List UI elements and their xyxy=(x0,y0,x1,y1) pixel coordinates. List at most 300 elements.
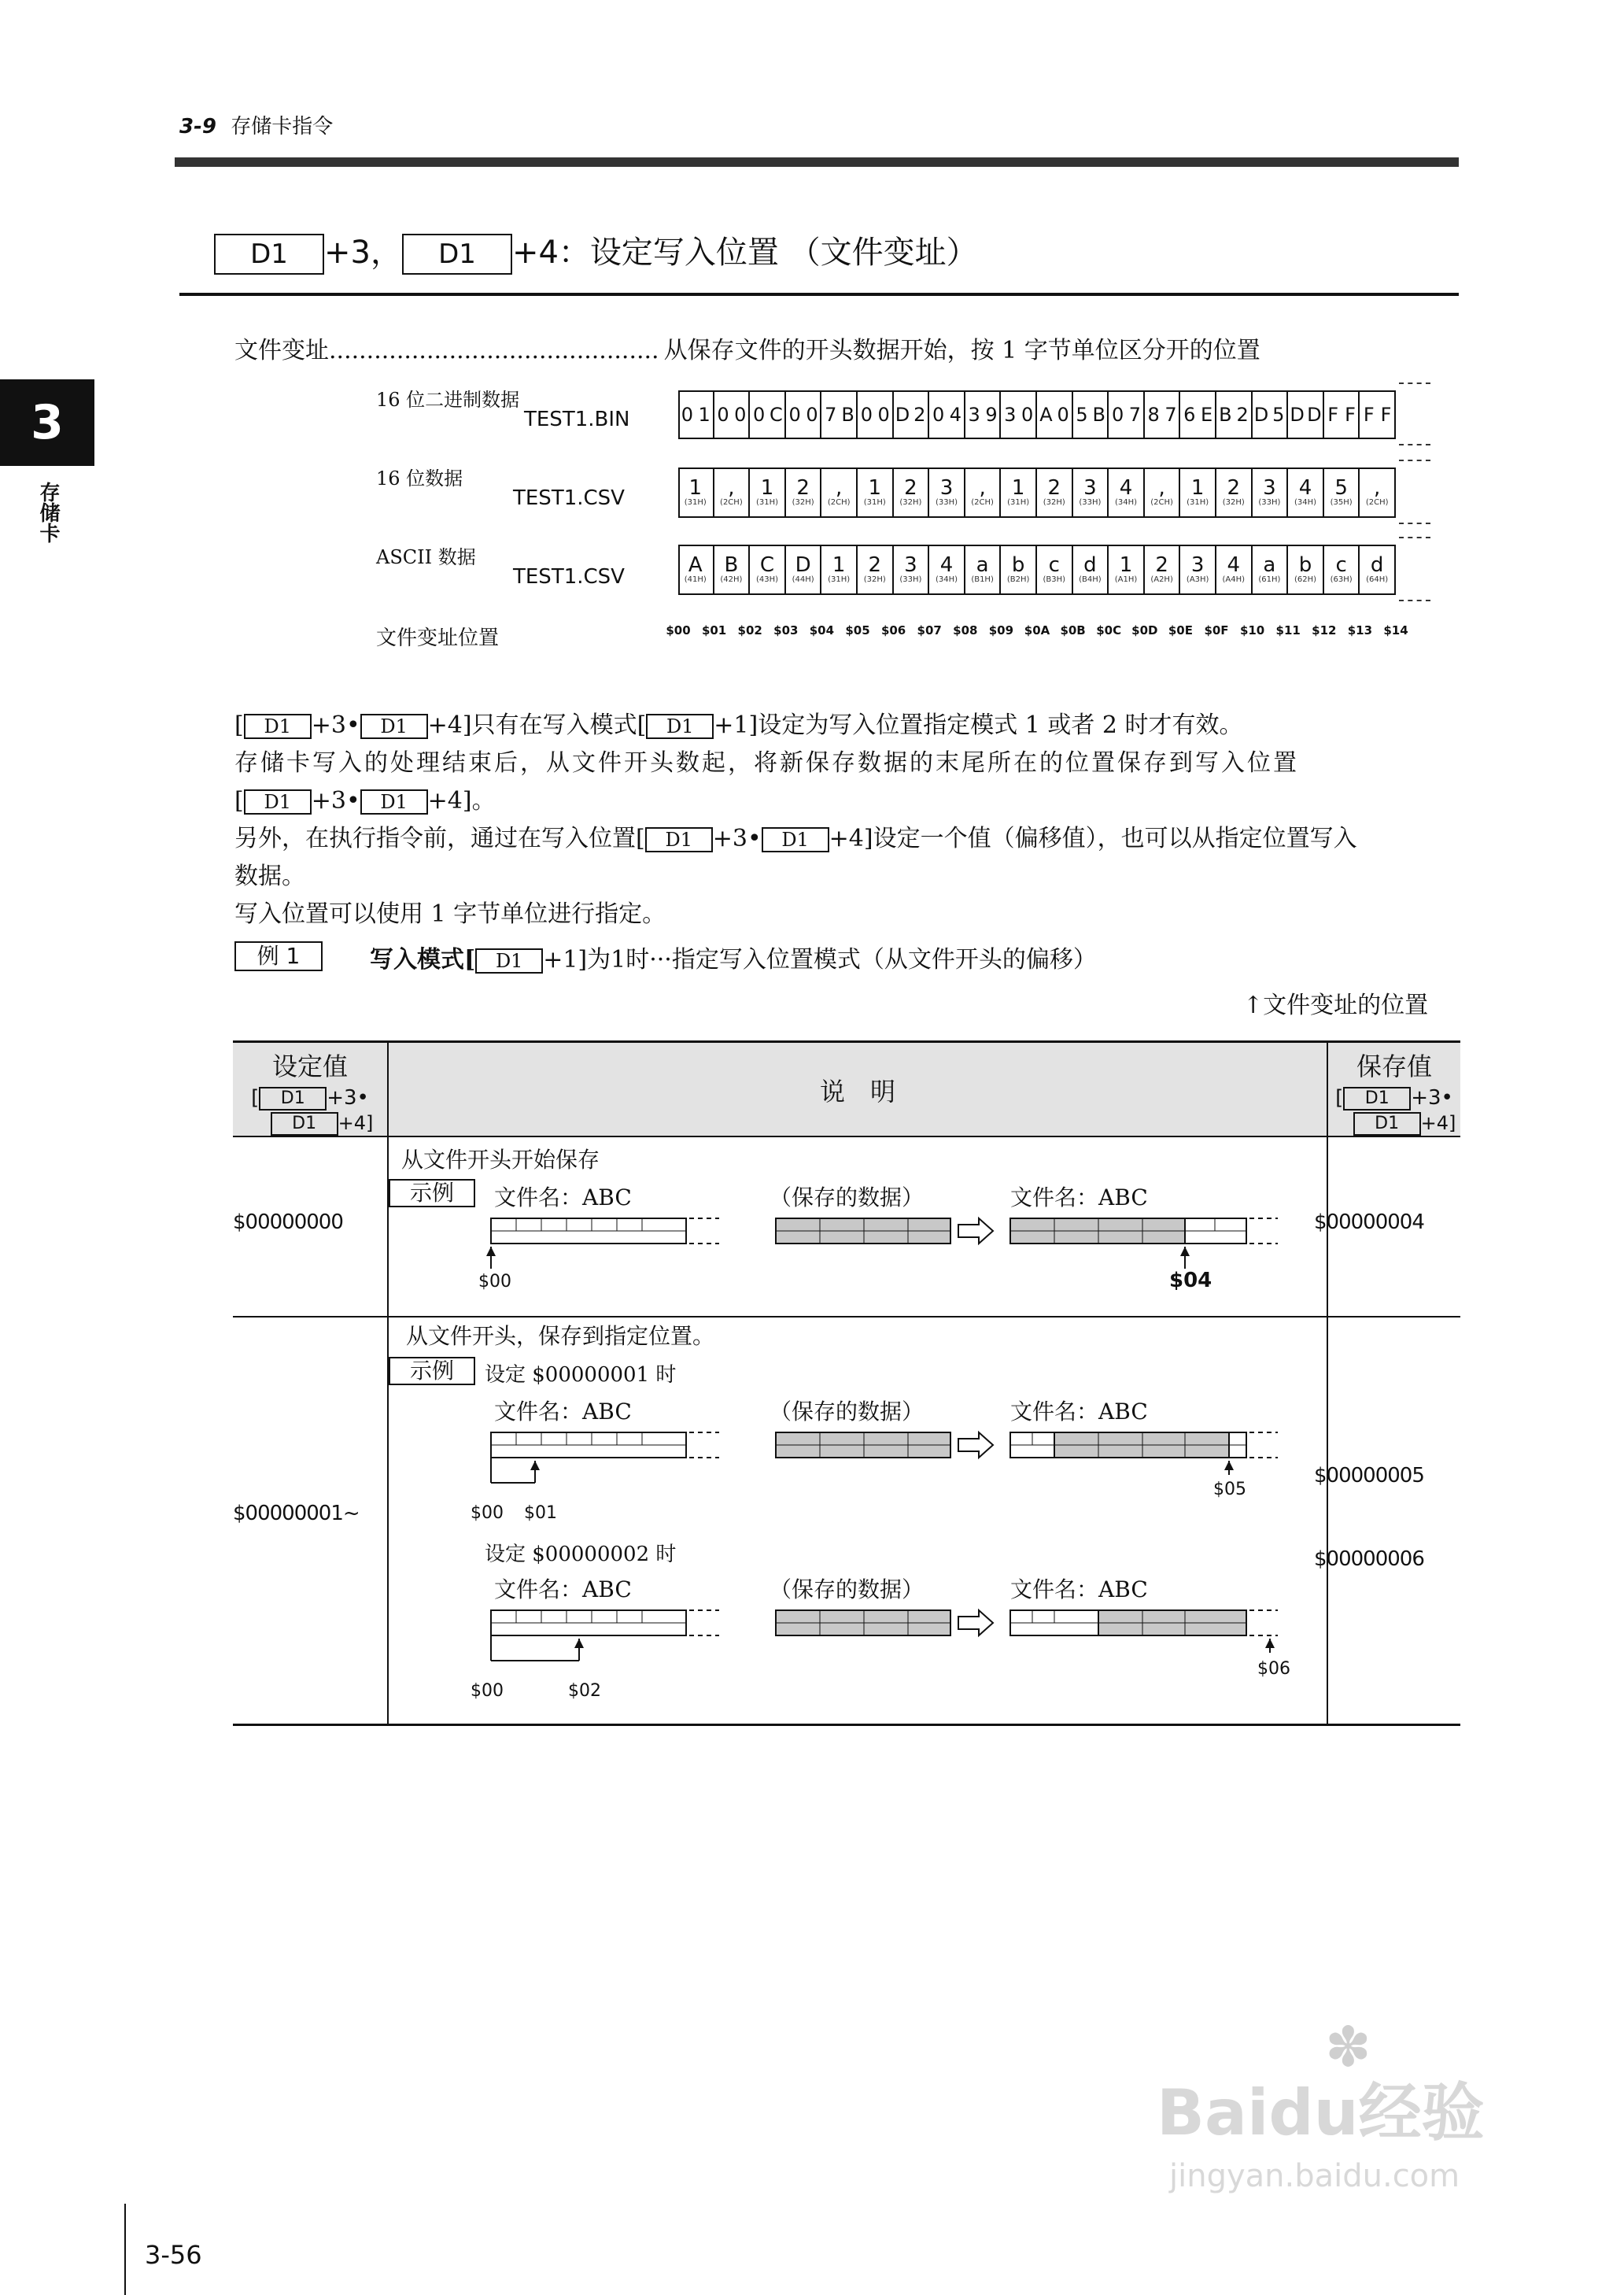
chapter-number: 3 xyxy=(31,395,64,450)
cell-char: 3 xyxy=(939,476,954,500)
data-cell xyxy=(1073,468,1109,518)
row2-addr-02: $02 xyxy=(568,1681,601,1701)
cell-code: (A4H) xyxy=(1222,575,1246,584)
address-tick: $09 xyxy=(988,623,1014,638)
saved-data-bar xyxy=(776,1610,950,1635)
example-badge xyxy=(389,1357,475,1385)
row2-set2: 设定 $00000002 时 xyxy=(485,1543,677,1566)
cell-char: a xyxy=(1263,553,1276,577)
continuation-dash xyxy=(1399,460,1430,461)
paragraph-2: 存储卡写入的处理结束后，从文件开头数起，将新保存数据的末尾所在的位置保存到写入位置 xyxy=(234,749,1299,777)
p4-part: +3• xyxy=(712,825,762,852)
data-cell: 3 xyxy=(968,404,980,426)
cell-char: b xyxy=(1011,553,1025,577)
data-cell xyxy=(1001,545,1037,595)
address-tick: $11 xyxy=(1275,623,1301,638)
data-cell: D xyxy=(1306,390,1324,439)
data-cell xyxy=(1288,545,1324,595)
header-rule xyxy=(175,157,1459,167)
cell-code: (2CH) xyxy=(971,498,994,507)
address-tick: $14 xyxy=(1383,623,1408,638)
cell-char: 5 xyxy=(1334,476,1348,500)
row2-addr-end-1: $05 xyxy=(1213,1480,1246,1499)
intro-leader: ............................................ xyxy=(329,337,659,364)
heading-plus3: +3， xyxy=(324,235,402,271)
data-cell xyxy=(1253,468,1289,518)
data-cell xyxy=(1216,468,1253,518)
data-cell xyxy=(1288,468,1324,518)
col3-head-text: 保存值 xyxy=(1356,1051,1432,1081)
data-cell xyxy=(821,468,858,518)
d1-text: D1 xyxy=(292,1113,317,1133)
data-cell: 0 xyxy=(860,404,873,426)
cell-code: (B4H) xyxy=(1079,575,1102,584)
cell-code: (32H) xyxy=(1222,498,1245,507)
right-arrow-icon xyxy=(958,1610,993,1635)
address-ticks xyxy=(666,623,1408,642)
data-cell: A xyxy=(1039,404,1053,426)
p4-part: +4]设定一个值（偏移值），也可以从指定位置写入 xyxy=(829,825,1357,852)
cell-char: 4 xyxy=(1119,476,1133,500)
page-number: 3-56 xyxy=(145,2240,202,2270)
table-header-rule xyxy=(233,1136,1460,1137)
address-tick: $05 xyxy=(845,623,870,638)
data-cell xyxy=(858,545,894,595)
cell-code: (63H) xyxy=(1330,575,1353,584)
cell-code: (64H) xyxy=(1366,575,1389,584)
d1-text: D1 xyxy=(380,791,408,813)
data-cell xyxy=(965,545,1002,595)
data-cell xyxy=(1145,468,1181,518)
cell-char: C xyxy=(759,553,775,577)
data-cell xyxy=(821,545,858,595)
cell-char: , xyxy=(836,476,843,500)
example-badge-text: 示例 xyxy=(409,1358,454,1384)
paw-icon: ✽ xyxy=(1325,2015,1371,2079)
arrow-up-icon xyxy=(486,1247,496,1269)
data-cell xyxy=(1324,545,1360,595)
data-cell xyxy=(1109,545,1145,595)
hex-data-grid xyxy=(678,468,1396,518)
cell-char: A xyxy=(688,553,703,577)
data-cell: 0 xyxy=(876,390,894,439)
row1-addr-start: $00 xyxy=(478,1272,511,1292)
cell-char: 2 xyxy=(1227,476,1241,500)
col-head-desc: 说 明 xyxy=(819,1077,895,1107)
data-cell: B xyxy=(1091,390,1109,439)
data-cell: F xyxy=(1363,404,1375,426)
data-cell xyxy=(858,468,894,518)
offset-bracket xyxy=(491,1458,540,1483)
example-badge-text: 示例 xyxy=(409,1180,454,1206)
cell-code: (31H) xyxy=(684,498,707,507)
data-cell: 5 xyxy=(1270,390,1288,439)
col1-head-sub2 xyxy=(233,1112,387,1136)
section-title: 存储卡指令 xyxy=(231,115,334,139)
data-cell: 0 xyxy=(788,404,801,426)
p1-part: [ xyxy=(234,711,244,739)
ascii-label: ASCII 数据 xyxy=(376,546,476,568)
saved-data-bar xyxy=(776,1432,950,1458)
d1-text: D1 xyxy=(1375,1113,1400,1133)
row2-file-right-1: 文件名：ABC xyxy=(1010,1399,1148,1425)
table-bottom-rule xyxy=(233,1724,1460,1726)
row1-diagram xyxy=(389,1212,1325,1306)
cell-char: 1 xyxy=(832,553,846,577)
row2-addr-01: $01 xyxy=(524,1503,557,1523)
data-cell: 0 xyxy=(752,404,766,426)
address-tick: $02 xyxy=(737,623,762,638)
example-tag xyxy=(234,941,323,971)
d1-text: D1 xyxy=(438,238,476,270)
cell-char: 1 xyxy=(688,476,703,500)
address-tick: $04 xyxy=(809,623,835,638)
example-title-part: 写入模式[ xyxy=(370,946,476,974)
data-cell: 0 xyxy=(732,390,750,439)
paragraph-6: 写入位置可以使用 1 字节单位进行指定。 xyxy=(234,900,666,928)
cell-code: (31H) xyxy=(755,498,778,507)
data-cell: B xyxy=(840,390,858,439)
row2-result-2: $00000006 xyxy=(1314,1547,1424,1571)
cell-char: , xyxy=(728,476,735,500)
data-cell xyxy=(678,545,714,595)
example-note xyxy=(1243,985,1428,1020)
cell-code: (A3H) xyxy=(1186,575,1209,584)
cell-char: 1 xyxy=(1119,553,1133,577)
data-cell xyxy=(1324,468,1360,518)
address-tick: $00 xyxy=(666,623,691,638)
cell-char: B xyxy=(724,553,739,577)
example-note-text: 文件变址的位置 xyxy=(1263,992,1429,1019)
row2-addr-end-2: $06 xyxy=(1257,1659,1290,1679)
row2-saved-label-1: （保存的数据） xyxy=(770,1399,925,1425)
file-bar-left xyxy=(491,1610,719,1635)
cell-code: (A1H) xyxy=(1114,575,1138,584)
sub-b: +4] xyxy=(1420,1111,1456,1134)
row1-desc: 从文件开头开始保存 xyxy=(401,1147,600,1173)
data-cell xyxy=(714,545,751,595)
data-cell: 0 xyxy=(681,404,694,426)
paragraph-4 xyxy=(234,820,1357,858)
right-arrow-icon xyxy=(958,1218,993,1244)
row2-file-right-2: 文件名：ABC xyxy=(1010,1576,1148,1602)
d1-box xyxy=(244,714,312,739)
address-tick: $13 xyxy=(1347,623,1373,638)
d1-text: D1 xyxy=(666,715,694,737)
example-title xyxy=(370,940,1097,974)
arrow-up-icon xyxy=(1265,1639,1275,1653)
section-header xyxy=(179,110,333,139)
cell-code: (A2H) xyxy=(1150,575,1173,584)
row2-addr-start-2: $00 xyxy=(471,1681,504,1701)
address-tick: $06 xyxy=(880,623,906,638)
p1-part: +1]设定为写入位置指定模式 1 或者 2 时才有效。 xyxy=(714,711,1243,739)
offset-bracket xyxy=(491,1635,584,1661)
d1-box xyxy=(259,1087,327,1111)
p1-part: +3• xyxy=(311,711,360,739)
paragraph-1 xyxy=(234,707,1243,745)
cell-code: (B3H) xyxy=(1043,575,1066,584)
page-heading xyxy=(214,230,978,275)
cell-code: (31H) xyxy=(1007,498,1030,507)
data-cell: 0 xyxy=(1111,404,1124,426)
cell-code: (34H) xyxy=(935,575,958,584)
data-cell xyxy=(1216,545,1253,595)
data-cell: 0 xyxy=(717,404,729,426)
cell-code: (35H) xyxy=(1330,498,1353,507)
data-cell xyxy=(1109,468,1145,518)
intro-desc: 从保存文件的开头数据开始，按 1 字节单位区分开的位置 xyxy=(663,337,1260,364)
cell-char: 3 xyxy=(1190,553,1205,577)
row2-saved-label-2: （保存的数据） xyxy=(770,1576,925,1602)
cell-code: (41H) xyxy=(684,575,707,584)
d1-text: D1 xyxy=(280,1088,305,1108)
saved-data-bar xyxy=(776,1218,950,1244)
data-cell xyxy=(1145,545,1181,595)
data-cell xyxy=(894,468,930,518)
cell-code: (43H) xyxy=(755,575,778,584)
paragraph-5: 数据。 xyxy=(234,863,305,890)
row2-result-1: $00000005 xyxy=(1314,1464,1424,1488)
data-cell xyxy=(1037,545,1073,595)
data-cell: 1 xyxy=(696,390,714,439)
d1-text: D1 xyxy=(264,791,291,813)
d1-text: D1 xyxy=(250,238,288,270)
data-cell: D xyxy=(895,404,910,426)
addr-label: 文件变址位置 xyxy=(376,626,500,650)
data-cell: B xyxy=(1219,404,1232,426)
data-cell: 7 xyxy=(1163,390,1181,439)
cell-char: 1 xyxy=(1190,476,1205,500)
d1-box xyxy=(402,234,512,275)
arrow-up-icon xyxy=(1180,1247,1190,1269)
d1-text: D1 xyxy=(380,715,408,737)
continuation-dash xyxy=(1399,537,1430,538)
table-row-rule xyxy=(233,1316,1460,1318)
table-col-rule xyxy=(1327,1040,1328,1724)
cell-char: 4 xyxy=(1298,476,1312,500)
address-tick: $0B xyxy=(1060,623,1086,638)
data-cell xyxy=(1180,468,1216,518)
data-cell: E xyxy=(1198,390,1216,439)
row2-desc: 从文件开头，保存到指定位置。 xyxy=(406,1323,715,1349)
data-cell xyxy=(929,545,965,595)
data-cell xyxy=(1360,468,1396,518)
data-cell: F xyxy=(1378,390,1396,439)
cell-code: (31H) xyxy=(1187,498,1209,507)
data-cell: F xyxy=(1342,390,1360,439)
cell-code: (B2H) xyxy=(1006,575,1030,584)
cell-char: 2 xyxy=(904,476,917,500)
watermark-url: jingyan.baidu.com xyxy=(1169,2158,1460,2194)
cell-char: 3 xyxy=(1263,476,1276,500)
intro-line xyxy=(234,331,1260,365)
data-cell xyxy=(750,468,786,518)
cell-char: 4 xyxy=(1227,553,1241,577)
address-tick: $0D xyxy=(1131,623,1158,638)
cell-code: (61H) xyxy=(1258,575,1281,584)
data-cell xyxy=(1360,545,1396,595)
chapter-tab xyxy=(0,379,94,466)
cell-char: 2 xyxy=(1155,553,1168,577)
data-cell: 0 xyxy=(1019,390,1037,439)
cell-code: (2CH) xyxy=(1365,498,1389,507)
hex-label: 16 位数据 xyxy=(376,468,463,490)
address-tick: $0C xyxy=(1096,623,1122,638)
sub-b: +4] xyxy=(338,1111,374,1134)
bin-file: TEST1.BIN xyxy=(524,408,630,431)
data-cell xyxy=(1001,468,1037,518)
cell-char: 1 xyxy=(868,476,882,500)
cell-char: 2 xyxy=(868,553,882,577)
data-cell: 5 xyxy=(1076,404,1088,426)
cell-code: (32H) xyxy=(899,498,922,507)
cell-char: d xyxy=(1370,553,1384,577)
col-head-setvalue xyxy=(233,1047,387,1136)
col-head-saved xyxy=(1328,1047,1460,1136)
d1-box xyxy=(646,714,714,739)
row1-result: $00000004 xyxy=(1314,1210,1424,1234)
cell-char: a xyxy=(976,553,989,577)
d1-box xyxy=(271,1112,338,1136)
cell-code: (33H) xyxy=(935,498,958,507)
example-badge xyxy=(389,1179,475,1207)
col1-head-sub: [ D1 +3• xyxy=(251,1086,369,1110)
file-bar-left xyxy=(491,1432,719,1458)
row1-file-left: 文件名：ABC xyxy=(494,1184,632,1210)
cell-char: d xyxy=(1083,553,1097,577)
chapter-label xyxy=(31,482,63,543)
sub-a: +3• xyxy=(327,1086,369,1110)
data-cell: D xyxy=(1253,404,1269,426)
cell-char: , xyxy=(1158,476,1165,500)
data-cell: 7 xyxy=(825,404,837,426)
cell-char: D xyxy=(795,553,811,577)
d1-text: D1 xyxy=(1364,1088,1390,1108)
row1-saved-label: （保存的数据） xyxy=(770,1184,925,1210)
address-tick: $03 xyxy=(773,623,799,638)
row2-file-left-1: 文件名：ABC xyxy=(494,1399,632,1425)
cell-code: (32H) xyxy=(863,575,886,584)
address-tick: $08 xyxy=(953,623,978,638)
intro-term: 文件变址 xyxy=(234,337,329,364)
data-cell xyxy=(965,468,1002,518)
row2-value: $00000001~ xyxy=(233,1502,360,1525)
footer-rule xyxy=(124,2204,126,2295)
row2-addr-start-1: $00 xyxy=(471,1503,504,1523)
data-cell: 9 xyxy=(984,390,1002,439)
row1-value: $00000000 xyxy=(233,1210,343,1234)
cell-char: 3 xyxy=(1083,476,1097,500)
right-arrow-icon xyxy=(958,1432,993,1458)
data-cell xyxy=(1037,468,1073,518)
cell-code: (42H) xyxy=(720,575,743,584)
data-cell: 8 xyxy=(1147,404,1160,426)
d1-box xyxy=(244,789,312,815)
address-tick: $07 xyxy=(917,623,942,638)
d1-text: D1 xyxy=(781,829,809,851)
data-cell xyxy=(786,468,822,518)
data-cell xyxy=(894,545,930,595)
cell-char: c xyxy=(1335,553,1347,577)
d1-box xyxy=(645,827,713,852)
d1-box xyxy=(360,789,428,815)
file-bar-left xyxy=(491,1218,719,1244)
arrow-up-icon xyxy=(1224,1461,1234,1475)
cell-code: (2CH) xyxy=(1150,498,1173,507)
file-bar-right xyxy=(1010,1432,1278,1458)
cell-char: 2 xyxy=(796,476,810,500)
cell-code: (33H) xyxy=(1079,498,1102,507)
cell-code: (2CH) xyxy=(827,498,851,507)
d1-box xyxy=(1343,1087,1411,1111)
sub-a: +3• xyxy=(1411,1086,1453,1110)
ascii-data-grid xyxy=(678,545,1396,595)
cell-code: (2CH) xyxy=(720,498,743,507)
p3-part: +4]。 xyxy=(427,787,496,815)
example-title-part: +1]为1时···指定写入位置模式（从文件开头的偏移） xyxy=(543,946,1097,974)
bin-label: 16 位二进制数据 xyxy=(376,389,520,411)
data-cell xyxy=(1073,545,1109,595)
data-cell: 0 xyxy=(932,404,945,426)
cell-code: (62H) xyxy=(1294,575,1316,584)
paragraph-3 xyxy=(234,782,496,820)
col3-head-sub: [ D1 +3• xyxy=(1335,1086,1453,1110)
cell-char: 3 xyxy=(904,553,917,577)
bin-data-grid xyxy=(678,390,1396,439)
heading-rule xyxy=(179,293,1459,296)
continuation-dash xyxy=(1399,600,1430,601)
row2-set1: 设定 $00000001 时 xyxy=(485,1363,677,1387)
cell-char: 4 xyxy=(939,553,954,577)
cell-char: , xyxy=(1374,476,1381,500)
cell-char: 2 xyxy=(1047,476,1061,500)
continuation-dash xyxy=(1399,382,1430,384)
continuation-dash xyxy=(1399,523,1430,524)
data-cell: 2 xyxy=(1235,390,1253,439)
p1-part: +4]只有在写入模式[ xyxy=(427,711,647,739)
data-cell: 4 xyxy=(947,390,965,439)
cell-code: (32H) xyxy=(792,498,814,507)
d1-text: D1 xyxy=(264,715,291,737)
address-tick: $01 xyxy=(701,623,727,638)
d1-box xyxy=(475,948,543,974)
chapter-label-text: 存储卡 xyxy=(36,482,60,543)
data-cell: D xyxy=(1290,404,1305,426)
address-tick: $12 xyxy=(1312,623,1337,638)
arrow-up-icon xyxy=(530,1461,540,1470)
data-cell xyxy=(750,545,786,595)
data-cell: 2 xyxy=(911,390,929,439)
cell-code: (34H) xyxy=(1294,498,1316,507)
hex-file: TEST1.CSV xyxy=(513,486,625,510)
arrow-up-icon xyxy=(574,1639,584,1648)
address-tick: $0E xyxy=(1168,623,1193,638)
cell-code: (32H) xyxy=(1043,498,1065,507)
data-cell xyxy=(1253,545,1289,595)
data-cell xyxy=(929,468,965,518)
address-tick: $0A xyxy=(1024,623,1050,638)
data-cell xyxy=(714,468,751,518)
p4-part: 另外，在执行指令前，通过在写入位置[ xyxy=(234,825,645,852)
d1-box xyxy=(762,827,829,852)
example-tag-text: 例 1 xyxy=(257,943,301,969)
data-cell: C xyxy=(768,390,786,439)
section-number: 3-9 xyxy=(179,115,216,139)
row1-addr-end: $04 xyxy=(1169,1269,1212,1292)
data-cell: 0 xyxy=(1055,390,1073,439)
d1-box xyxy=(360,714,428,739)
